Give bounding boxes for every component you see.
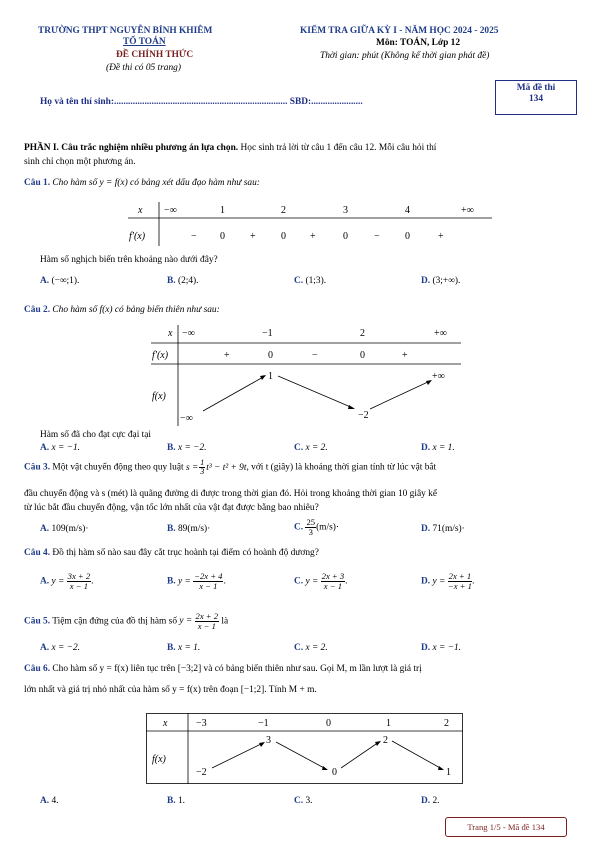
q6-arrow-down <box>392 741 442 769</box>
page-number: Trang 1/5 - Mã đề 134 <box>467 822 545 832</box>
q2-arrowhead <box>426 380 432 385</box>
q6-line2: lớn nhất và giá trị nhỏ nhất của hàm số y = f(x) trên đoạn [−1;2]. Tính M + m. <box>24 685 317 695</box>
q1-x-2: 2 <box>281 205 286 216</box>
q2-option-b[interactable]: B. x = −2. <box>167 443 207 453</box>
q6-x-minus1: −1 <box>258 718 269 729</box>
q1-sign: − <box>374 231 380 242</box>
q2-option-a[interactable]: A. x = −1. <box>40 443 81 453</box>
q1-option-d[interactable]: D. (3;+∞). <box>421 276 461 286</box>
pages-note: (Đề thi có 05 trang) <box>106 63 181 73</box>
q3-option-d[interactable]: D. 71(m/s)· <box>421 524 465 534</box>
q2-arrowhead <box>260 375 266 380</box>
q6-stem <box>24 664 422 674</box>
q1-x-label: x <box>138 205 143 216</box>
q1-label: Câu 1. <box>24 178 51 188</box>
exam-title: KIỂM TRA GIỮA KỲ I - NĂM HỌC 2024 - 2025 <box>300 26 499 36</box>
exam-code-label: Mã đề thi <box>516 83 556 93</box>
q6-f-label: f(x) <box>152 754 166 765</box>
q2-stem <box>24 305 220 315</box>
q1-text: Cho hàm số y = f(x) có bảng xét dấu đạo hàm như sau: <box>52 178 260 188</box>
page-footer <box>445 817 567 837</box>
part1-heading <box>24 141 576 169</box>
q6-label: Câu 6. <box>24 664 51 674</box>
q2-x-neg-inf: −∞ <box>182 328 195 339</box>
school-name: TRƯỜNG THPT NGUYỄN BỈNH KHIÊM <box>38 26 213 36</box>
q1-sign: + <box>438 231 444 242</box>
part1-title: PHẦN I. Câu trắc nghiệm nhiều phương án lựa chọn. <box>24 143 239 153</box>
q2-arrow-up <box>370 381 430 409</box>
q2-x-2: 2 <box>360 328 365 339</box>
exam-time: Thời gian: phút (Không kể thời gian phát đề) <box>320 51 490 61</box>
q1-sign: 0 <box>281 231 286 242</box>
q1-x-neg-inf: −∞ <box>164 205 177 216</box>
q1-x-3: 3 <box>343 205 348 216</box>
q3-stem <box>24 459 584 476</box>
q2-x-pos-inf: +∞ <box>434 328 447 339</box>
q2-f-min: −2 <box>358 410 369 421</box>
q6-line1: Cho hàm số y = f(x) liên tục trên [−3;2] và có bảng biến thiên như sau. Gọi M, m lần lượt là giá trị <box>52 664 422 674</box>
q1-sign: + <box>250 231 256 242</box>
q2-ask: Hàm số đã cho đạt cực đại tại <box>40 430 152 440</box>
q1-sign-table <box>124 196 494 250</box>
q3-formula: s = $\frac{1}{3}$ t³ − t² + 9t <box>185 458 247 476</box>
q6-arrowhead <box>322 766 328 770</box>
q1-sign: 0 <box>405 231 410 242</box>
q5-stem <box>24 612 228 630</box>
q3-fraction: $\frac{1}{3}$ <box>200 458 205 476</box>
q5-option-a[interactable]: A. x = −2. <box>40 643 81 653</box>
q6-arrow-up <box>212 743 263 768</box>
q6-arrow-down <box>276 742 326 769</box>
q1-option-c[interactable]: C. (1;3). <box>294 276 327 286</box>
q6-variation-table <box>146 713 464 785</box>
q5-tail: là <box>221 616 229 627</box>
part1-instruction: Học sinh trả lời từ câu 1 đến câu 12. Mỗi câu hỏi thí <box>238 143 437 153</box>
q6-option-a[interactable]: A. 4. <box>40 796 59 806</box>
q3-option-c[interactable]: C. $\frac{25}{3}$ (m/s)· <box>294 517 339 537</box>
q2-option-d[interactable]: D. x = 1. <box>421 443 455 453</box>
q6-arrowhead <box>375 741 381 746</box>
q1-option-a[interactable]: A. (−∞;1). <box>40 276 80 286</box>
q2-f-pos-inf: +∞ <box>432 371 445 382</box>
q1-sign: 0 <box>220 231 225 242</box>
q2-f-neg-inf: −∞ <box>180 413 193 424</box>
q5-label: Câu 5. <box>24 616 51 627</box>
department: TỔ TOÁN <box>123 37 166 47</box>
q1-option-b[interactable]: B. (2;4). <box>167 276 199 286</box>
q4-option-c[interactable]: C. y = $\frac{2x + 3}{x - 1}$ . <box>294 571 348 591</box>
q4-option-d[interactable]: D. y = $\frac{2x + 1}{-x + 1}$ . <box>421 571 475 591</box>
q4-stem <box>24 548 319 558</box>
q2-f-label: f(x) <box>152 391 166 402</box>
q5-option-d[interactable]: D. x = −1. <box>421 643 462 653</box>
q6-x-1: 1 <box>386 718 391 729</box>
q1-sign: − <box>191 231 197 242</box>
q6-arrowhead <box>259 742 265 747</box>
q2-fprime-label: f′(x) <box>152 350 169 361</box>
q6-f-2: 2 <box>383 735 388 746</box>
q2-arrow-up <box>203 376 265 411</box>
q6-f-minus2: −2 <box>196 767 207 778</box>
q2-x-minus1: −1 <box>262 328 273 339</box>
q2-x-label: x <box>168 328 173 339</box>
q3-option-a[interactable]: A. 109(m/s)· <box>40 524 89 534</box>
q4-label: Câu 4. <box>24 548 51 558</box>
q6-x-minus3: −3 <box>196 718 207 729</box>
q2-sign: 0 <box>360 350 365 361</box>
q6-arrow-up <box>341 742 379 768</box>
q1-ask: Hàm số nghịch biến trên khoảng nào dưới đây? <box>40 255 218 265</box>
q5-option-c[interactable]: C. x = 2. <box>294 643 328 653</box>
exam-code-value: 134 <box>528 94 544 104</box>
q3-label: Câu 3. <box>24 462 51 473</box>
q2-sign: + <box>402 350 408 361</box>
q1-fprime-label: f′(x) <box>129 231 146 242</box>
q6-arrowhead <box>438 766 444 770</box>
q3-line3: từ lúc bắt đầu chuyển động, vận tốc lớn nhất của vật đạt được bằng bao nhiêu? <box>24 503 319 513</box>
q6-f-0: 0 <box>332 767 337 778</box>
q6-x-0: 0 <box>326 718 331 729</box>
q2-sign: + <box>224 350 230 361</box>
q2-label: Câu 2. <box>24 305 51 315</box>
q6-x-2: 2 <box>444 718 449 729</box>
q6-x-label: x <box>163 718 168 729</box>
q3-option-b[interactable]: B. 89(m/s)· <box>167 524 211 534</box>
q6-f-3: 3 <box>266 735 271 746</box>
part1-instruction-cont: sinh chỉ chọn một phương án. <box>24 157 136 167</box>
q2-arrowhead <box>348 405 355 409</box>
q5-option-b[interactable]: B. x = 1. <box>167 643 201 653</box>
q2-sign: 0 <box>268 350 273 361</box>
q2-variation-table <box>148 323 463 428</box>
q4-text: Đồ thị hàm số nào sau đây cắt trục hoành tại điểm có hoành độ dương? <box>52 548 319 558</box>
q3-tail: , với t (giây) là khoảng thời gian tính từ lúc vật bắt <box>246 462 437 473</box>
q4-option-a[interactable]: A. y = $\frac{3x + 2}{x - 1}$ . <box>40 571 94 591</box>
q6-option-d[interactable]: D. 2. <box>421 796 440 806</box>
q1-x-pos-inf: +∞ <box>461 205 474 216</box>
q1-x-1: 1 <box>220 205 225 216</box>
exam-code-box <box>495 80 577 115</box>
student-info-line: Họ và tên thí sinh:.......................................................................... SBD:...................... <box>40 97 363 107</box>
q2-f-max: 1 <box>268 371 273 382</box>
q2-option-c[interactable]: C. x = 2. <box>294 443 328 453</box>
q1-x-4: 4 <box>405 205 410 216</box>
q3-line2: đầu chuyển động và s (mét) là quãng đường di được trong thời gian đó. Hỏi trong khoảng thời gian 10 giây kể <box>24 489 437 499</box>
q4-option-b[interactable]: B. y = $\frac{-2x + 4}{x - 1}$ . <box>167 571 226 591</box>
subject: Môn: TOÁN, Lớp 12 <box>376 38 461 48</box>
q5-formula: y = $\frac{2x + 2}{x - 1}$ <box>179 611 219 631</box>
q1-sign: + <box>310 231 316 242</box>
official-label: ĐỀ CHÍNH THỨC <box>116 50 194 60</box>
q6-option-c[interactable]: C. 3. <box>294 796 313 806</box>
q1-stem <box>24 178 260 188</box>
q5-lead: Tiệm cận đứng của đồ thị hàm số <box>52 616 178 627</box>
q1-sign: 0 <box>343 231 348 242</box>
q6-f-1: 1 <box>446 767 451 778</box>
q2-sign: − <box>312 350 318 361</box>
q6-option-b[interactable]: B. 1. <box>167 796 185 806</box>
q2-arrow-down <box>278 376 353 408</box>
q3-lead: Một vật chuyển động theo quy luật <box>52 462 184 473</box>
q2-text: Cho hàm số f(x) có bảng biến thiên như sau: <box>52 305 220 315</box>
